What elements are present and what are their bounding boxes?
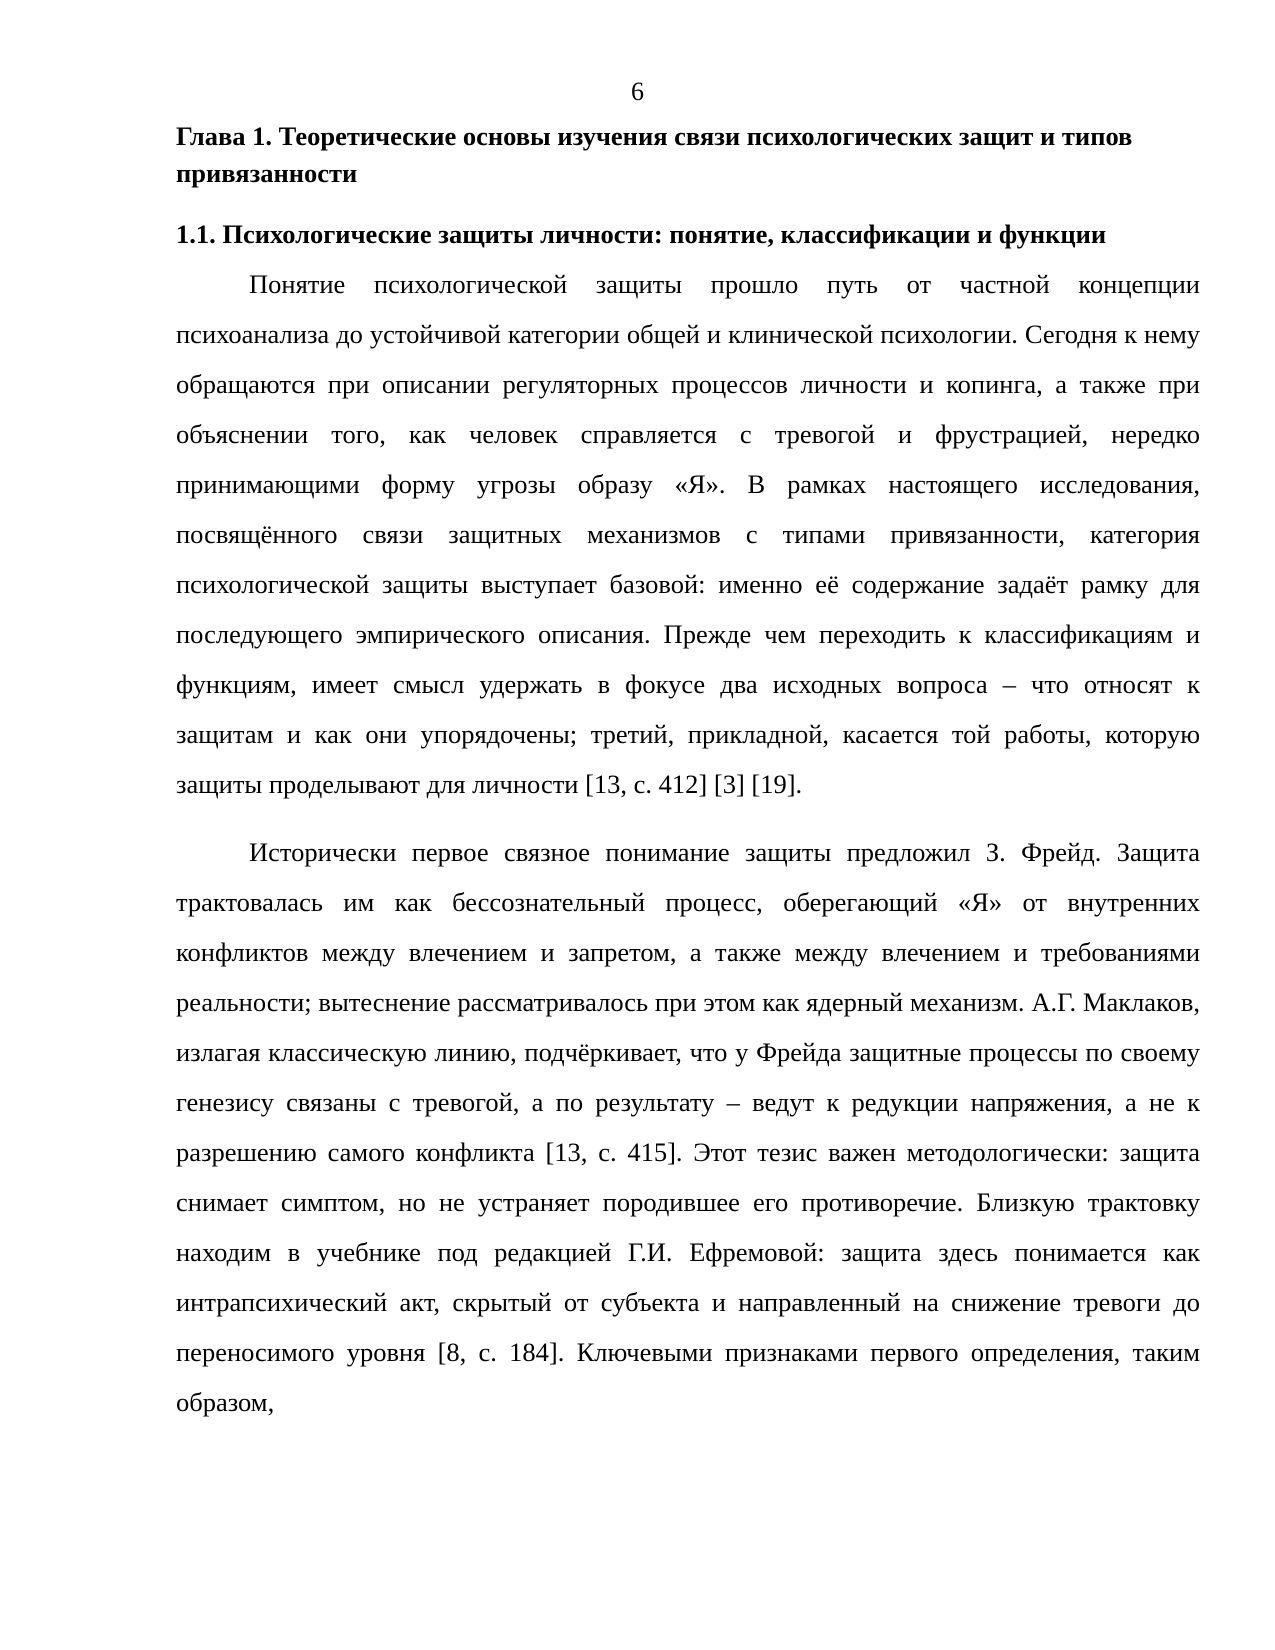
body-paragraph-1: Понятие психологической защиты прошло путь от частной концепции психоанализа до устойчивой категории общей и клинической психологии. Сегодня к нему обращаются при описании регуляторных процессов личности и копинга, а также при объяснении того, как человек справляется с тревогой и фрустрацией, нередко принимающими форму угрозы образу «Я». В рамках настоящего исследования, посвящённого связи защитных механизмов с типами привязанности, категория психологической защиты выступает базовой: именно её содержание задаёт рамку для последующего эмпирического описания. Прежде чем переходить к классификациям и функциям, имеет смысл удержать в фокусе два исходных вопроса – что относят к защитам и как они упорядочены; третий, прикладной, касается той работы, которую защиты проделывают для личности [13, с. 412] [3] [19]. [176,269,1200,799]
section-title: 1.1. Психологические защиты личности: понятие, классификации и функции [176,219,1107,249]
body-paragraph-2: Исторически первое связное понимание защиты предложил З. Фрейд. Защита трактовалась им как бессознательный процесс, оберегающий «Я» от внутренних конфликтов между влечением и запретом, а также между влечением и требованиями реальности; вытеснение рассматривалось при этом как ядерный механизм. А.Г. Маклаков, излагая классическую линию, подчёркивает, что у Фрейда защитные процессы по своему генезису связаны с тревогой, а по результату – ведут к редукции напряжения, а не к разрешению самого конфликта [13, с. 415]. Этот тезис важен методологически: защита снимает симптом, но не устраняет породившее его противоречие. Близкую трактовку находим в учебнике под редакцией Г.И. Ефремовой: защита здесь понимается как интрапсихический акт, скрытый от субъекта и направленный на снижение тревоги до переносимого уровня [8, с. 184]. Ключевыми признаками первого определения, таким образом, [176,837,1200,1417]
page-number: 6 [631,77,644,106]
chapter-title: Глава 1. Теоретические основы изучения связи психологических защит и типов привязанности [176,121,1133,188]
page-content [176,118,1200,1427]
